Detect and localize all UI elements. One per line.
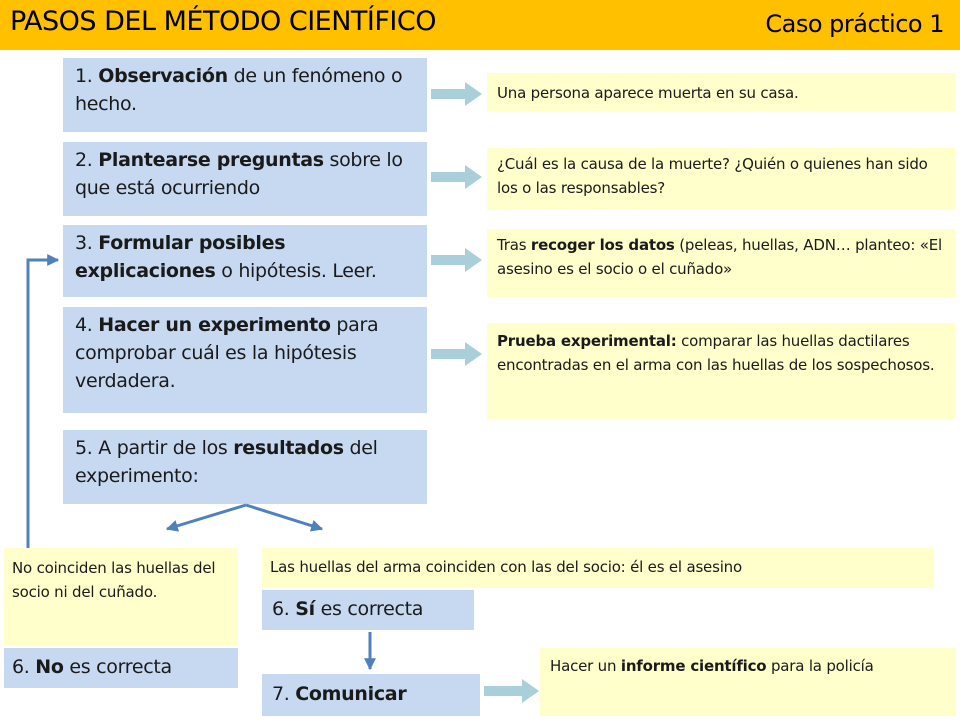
step-text: sobre lo que está ocurriendo [75, 149, 403, 199]
step-bold: Observación [98, 65, 228, 87]
note-text: No coinciden las huellas del socio ni del cuñado. [12, 559, 216, 601]
arrow-right-2 [431, 165, 482, 189]
note-text: ¿Cuál es la causa de la muerte? ¿Quién o quienes han sido los o las responsables? [497, 155, 928, 197]
step-text: 1. [75, 65, 99, 87]
step-text: 7. [272, 683, 296, 705]
note-text: comparar las huellas dactilares encontradas en el arma con las huellas de los sospechosos. [497, 332, 935, 374]
arrow-return [28, 260, 58, 548]
step-text: de un fenómeno o hecho. [75, 65, 403, 115]
note-text: Las huellas del arma coinciden con las del socio: él es el asesino [270, 558, 742, 576]
case-label: Caso práctico 1 [765, 10, 944, 38]
step-bold: No [35, 656, 64, 678]
note-bold: Prueba experimental: [497, 332, 677, 350]
arrow-right-5 [484, 679, 539, 703]
arrow-right-1 [431, 82, 482, 106]
step-bold: Comunicar [295, 683, 407, 705]
step-text: o hipótesis. Leer. [215, 260, 377, 282]
step-text: 2. [75, 149, 99, 171]
step-text: 4. [75, 314, 99, 336]
arrow-branch-right [246, 505, 322, 529]
note-bold: informe científico [620, 657, 767, 675]
step-text: 6. [272, 598, 296, 620]
step-bold: Hacer un experimento [98, 314, 331, 336]
step-text: 6. [12, 656, 36, 678]
step-text: 5. A partir de los [75, 437, 234, 459]
note-text: Una persona aparece muerta en su casa. [497, 84, 799, 102]
note-bold: recoger los datos [530, 236, 675, 254]
step-text: es correcta [314, 598, 424, 620]
step-text: del experimento: [75, 437, 378, 487]
step-bold: resultados [233, 437, 344, 459]
step-bold: Plantearse preguntas [98, 149, 324, 171]
note-text: Tras [497, 236, 531, 254]
step-text: 3. [75, 232, 99, 254]
step-bold: Sí [295, 598, 315, 620]
arrow-branch-left [167, 505, 246, 529]
note-text: para la policía [766, 657, 874, 675]
step-text: es correcta [63, 656, 172, 678]
note-text: (peleas, huellas, ADN… planteo: «El asesino es el socio o el cuñado» [497, 236, 943, 278]
arrow-right-4 [431, 342, 482, 366]
step-text: para comprobar cuál es la hipótesis verdadera. [75, 314, 379, 392]
arrow-right-3 [431, 248, 482, 272]
step-bold: Formular posibles explicaciones [75, 232, 286, 282]
page-title: PASOS DEL MÉTODO CIENTÍFICO [10, 6, 436, 37]
note-text: Hacer un [550, 657, 621, 675]
